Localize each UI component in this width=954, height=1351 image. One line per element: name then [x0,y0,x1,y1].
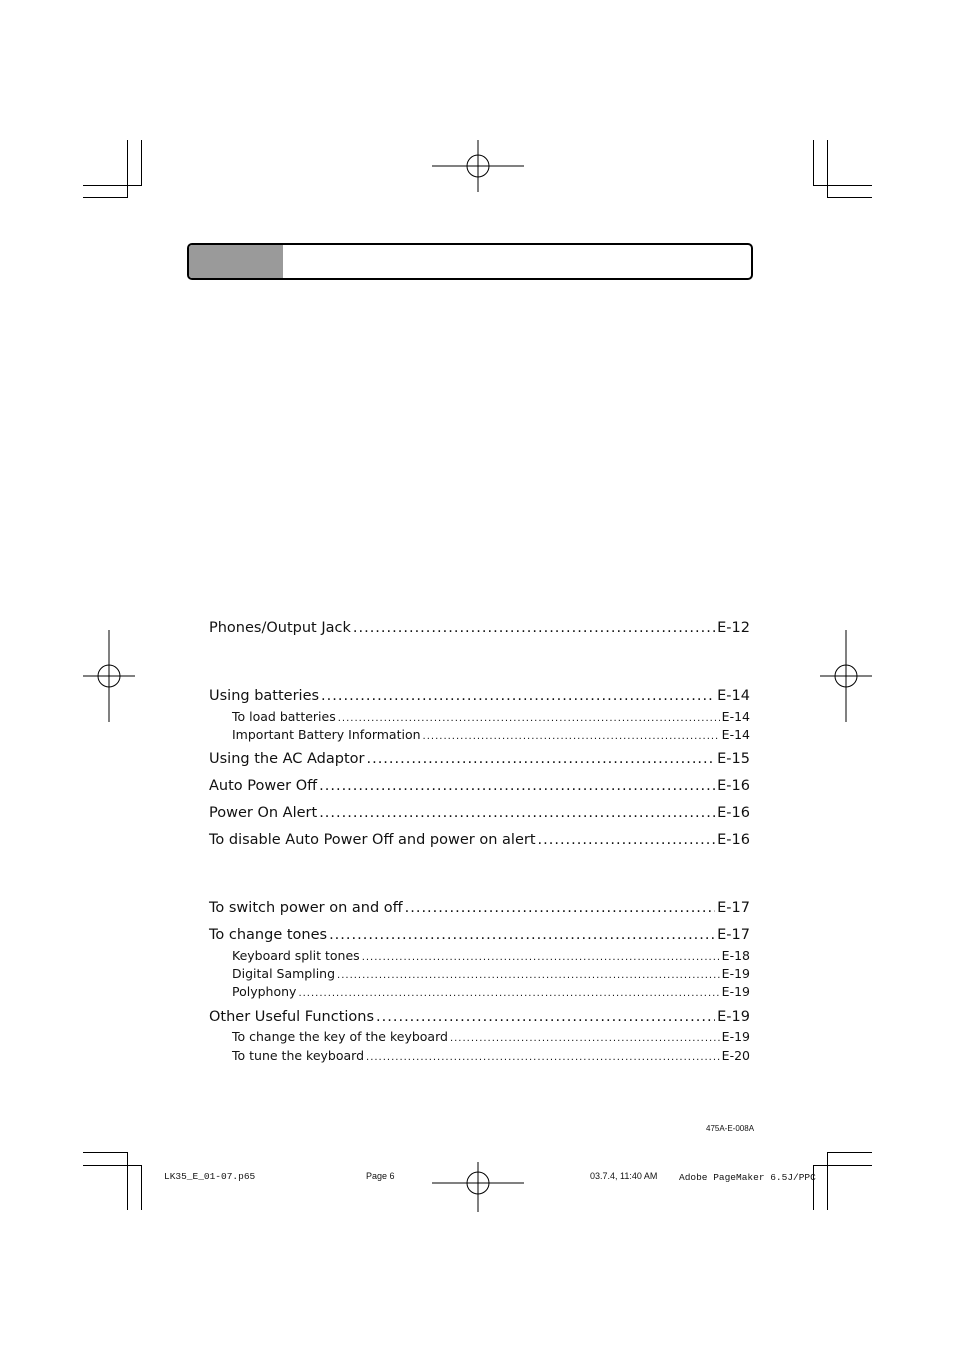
toc-entry-label: To disable Auto Power Off and power on alert [209,832,536,848]
registration-mark-right [820,630,872,722]
toc-entry-page: E-19 [721,984,750,999]
toc-entry-label: Power On Alert [209,805,318,821]
toc-leader-dots [338,709,720,724]
toc-leader-dots [376,1009,715,1025]
crop-mark [813,1165,872,1166]
toc-entry-label: Important Battery Information [232,727,421,742]
registration-mark-top [432,140,524,192]
toc-leader-dots [329,927,715,943]
toc-subentry[interactable] [209,1048,750,1063]
toc-leader-dots [337,966,720,981]
application-name: Adobe PageMaker 6.5J/PPC [679,1172,816,1183]
toc-leader-dots [319,805,715,821]
crop-mark [83,1152,128,1153]
toc-entry[interactable] [209,778,750,794]
crop-mark [127,1152,128,1210]
section-header-tab [189,245,283,278]
toc-entry-label: Auto Power Off [209,778,318,794]
registration-mark-left [83,630,135,722]
toc-entry-page: E-12 [717,620,750,636]
timestamp: 03.7.4, 11:40 AM [590,1171,658,1181]
registration-mark-bottom [432,1162,524,1212]
toc-entry[interactable] [209,620,750,636]
toc-leader-dots [366,751,715,767]
toc-entry-page: E-20 [721,1048,750,1063]
toc-entry[interactable] [209,688,750,704]
toc-subentry[interactable] [209,966,750,981]
toc-entry-page: E-19 [721,1029,750,1044]
toc-entry-page: E-17 [717,900,750,916]
toc-entry-label: Using the AC Adaptor [209,751,365,767]
crop-mark [127,140,128,198]
toc-subentry[interactable] [209,727,750,742]
toc-leader-dots [538,832,716,848]
crop-mark [827,197,872,198]
toc-entry-page: E-17 [717,927,750,943]
toc-leader-dots [319,778,715,794]
toc-entry-label: Keyboard split tones [232,948,360,963]
toc-entry-label: To load batteries [232,709,336,724]
toc-entry-label: To switch power on and off [209,900,403,916]
toc-entry-page: E-14 [721,727,750,742]
file-name: LK35_E_01-07.p65 [164,1171,256,1182]
toc-entry-page: E-19 [721,966,750,981]
toc-entry-page: E-16 [717,832,750,848]
toc-leader-dots [298,984,719,999]
toc-entry[interactable] [209,927,750,943]
toc-entry-page: E-14 [721,709,750,724]
crop-mark [141,1165,142,1210]
toc-leader-dots [362,948,720,963]
crop-mark [83,197,128,198]
toc-entry-label: Other Useful Functions [209,1009,375,1025]
crop-mark [827,1152,828,1210]
toc-entry-label: Polyphony [232,984,297,999]
toc-entry-label: Digital Sampling [232,966,336,981]
toc-entry-label: Phones/Output Jack [209,620,351,636]
toc-leader-dots [353,620,715,636]
toc-entry-label: To change the key of the keyboard [232,1029,448,1044]
crop-mark [141,140,142,186]
toc-entry-page: E-19 [717,1009,750,1025]
toc-subentry[interactable] [209,948,750,963]
toc-leader-dots [366,1048,720,1063]
toc-leader-dots [321,688,715,704]
toc-entry[interactable] [209,1009,750,1025]
toc-entry[interactable] [209,900,750,916]
crop-mark [827,1152,872,1153]
toc-leader-dots [423,727,720,742]
crop-mark [813,140,814,186]
toc-entry[interactable] [209,832,750,848]
crop-mark [813,185,872,186]
toc-entry-page: E-16 [717,805,750,821]
crop-mark [827,140,828,198]
crop-mark [83,185,142,186]
toc-entry[interactable] [209,751,750,767]
toc-entry-page: E-18 [721,948,750,963]
toc-subentry[interactable] [209,1029,750,1044]
crop-mark [83,1165,142,1166]
toc-leader-dots [405,900,716,916]
page-label: Page 6 [366,1171,395,1181]
toc-subentry[interactable] [209,709,750,724]
toc-subentry[interactable] [209,984,750,999]
toc-entry-page: E-14 [717,688,750,704]
toc-entry-page: E-16 [717,778,750,794]
toc-entry-label: Using batteries [209,688,320,704]
toc-entry[interactable] [209,805,750,821]
toc-entry-page: E-15 [717,751,750,767]
document-code: 475A-E-008A [706,1124,755,1133]
toc-entry-label: To change tones [209,927,328,943]
toc-leader-dots [450,1029,720,1044]
toc-entry-label: To tune the keyboard [232,1048,365,1063]
section-header-bar [187,243,753,280]
